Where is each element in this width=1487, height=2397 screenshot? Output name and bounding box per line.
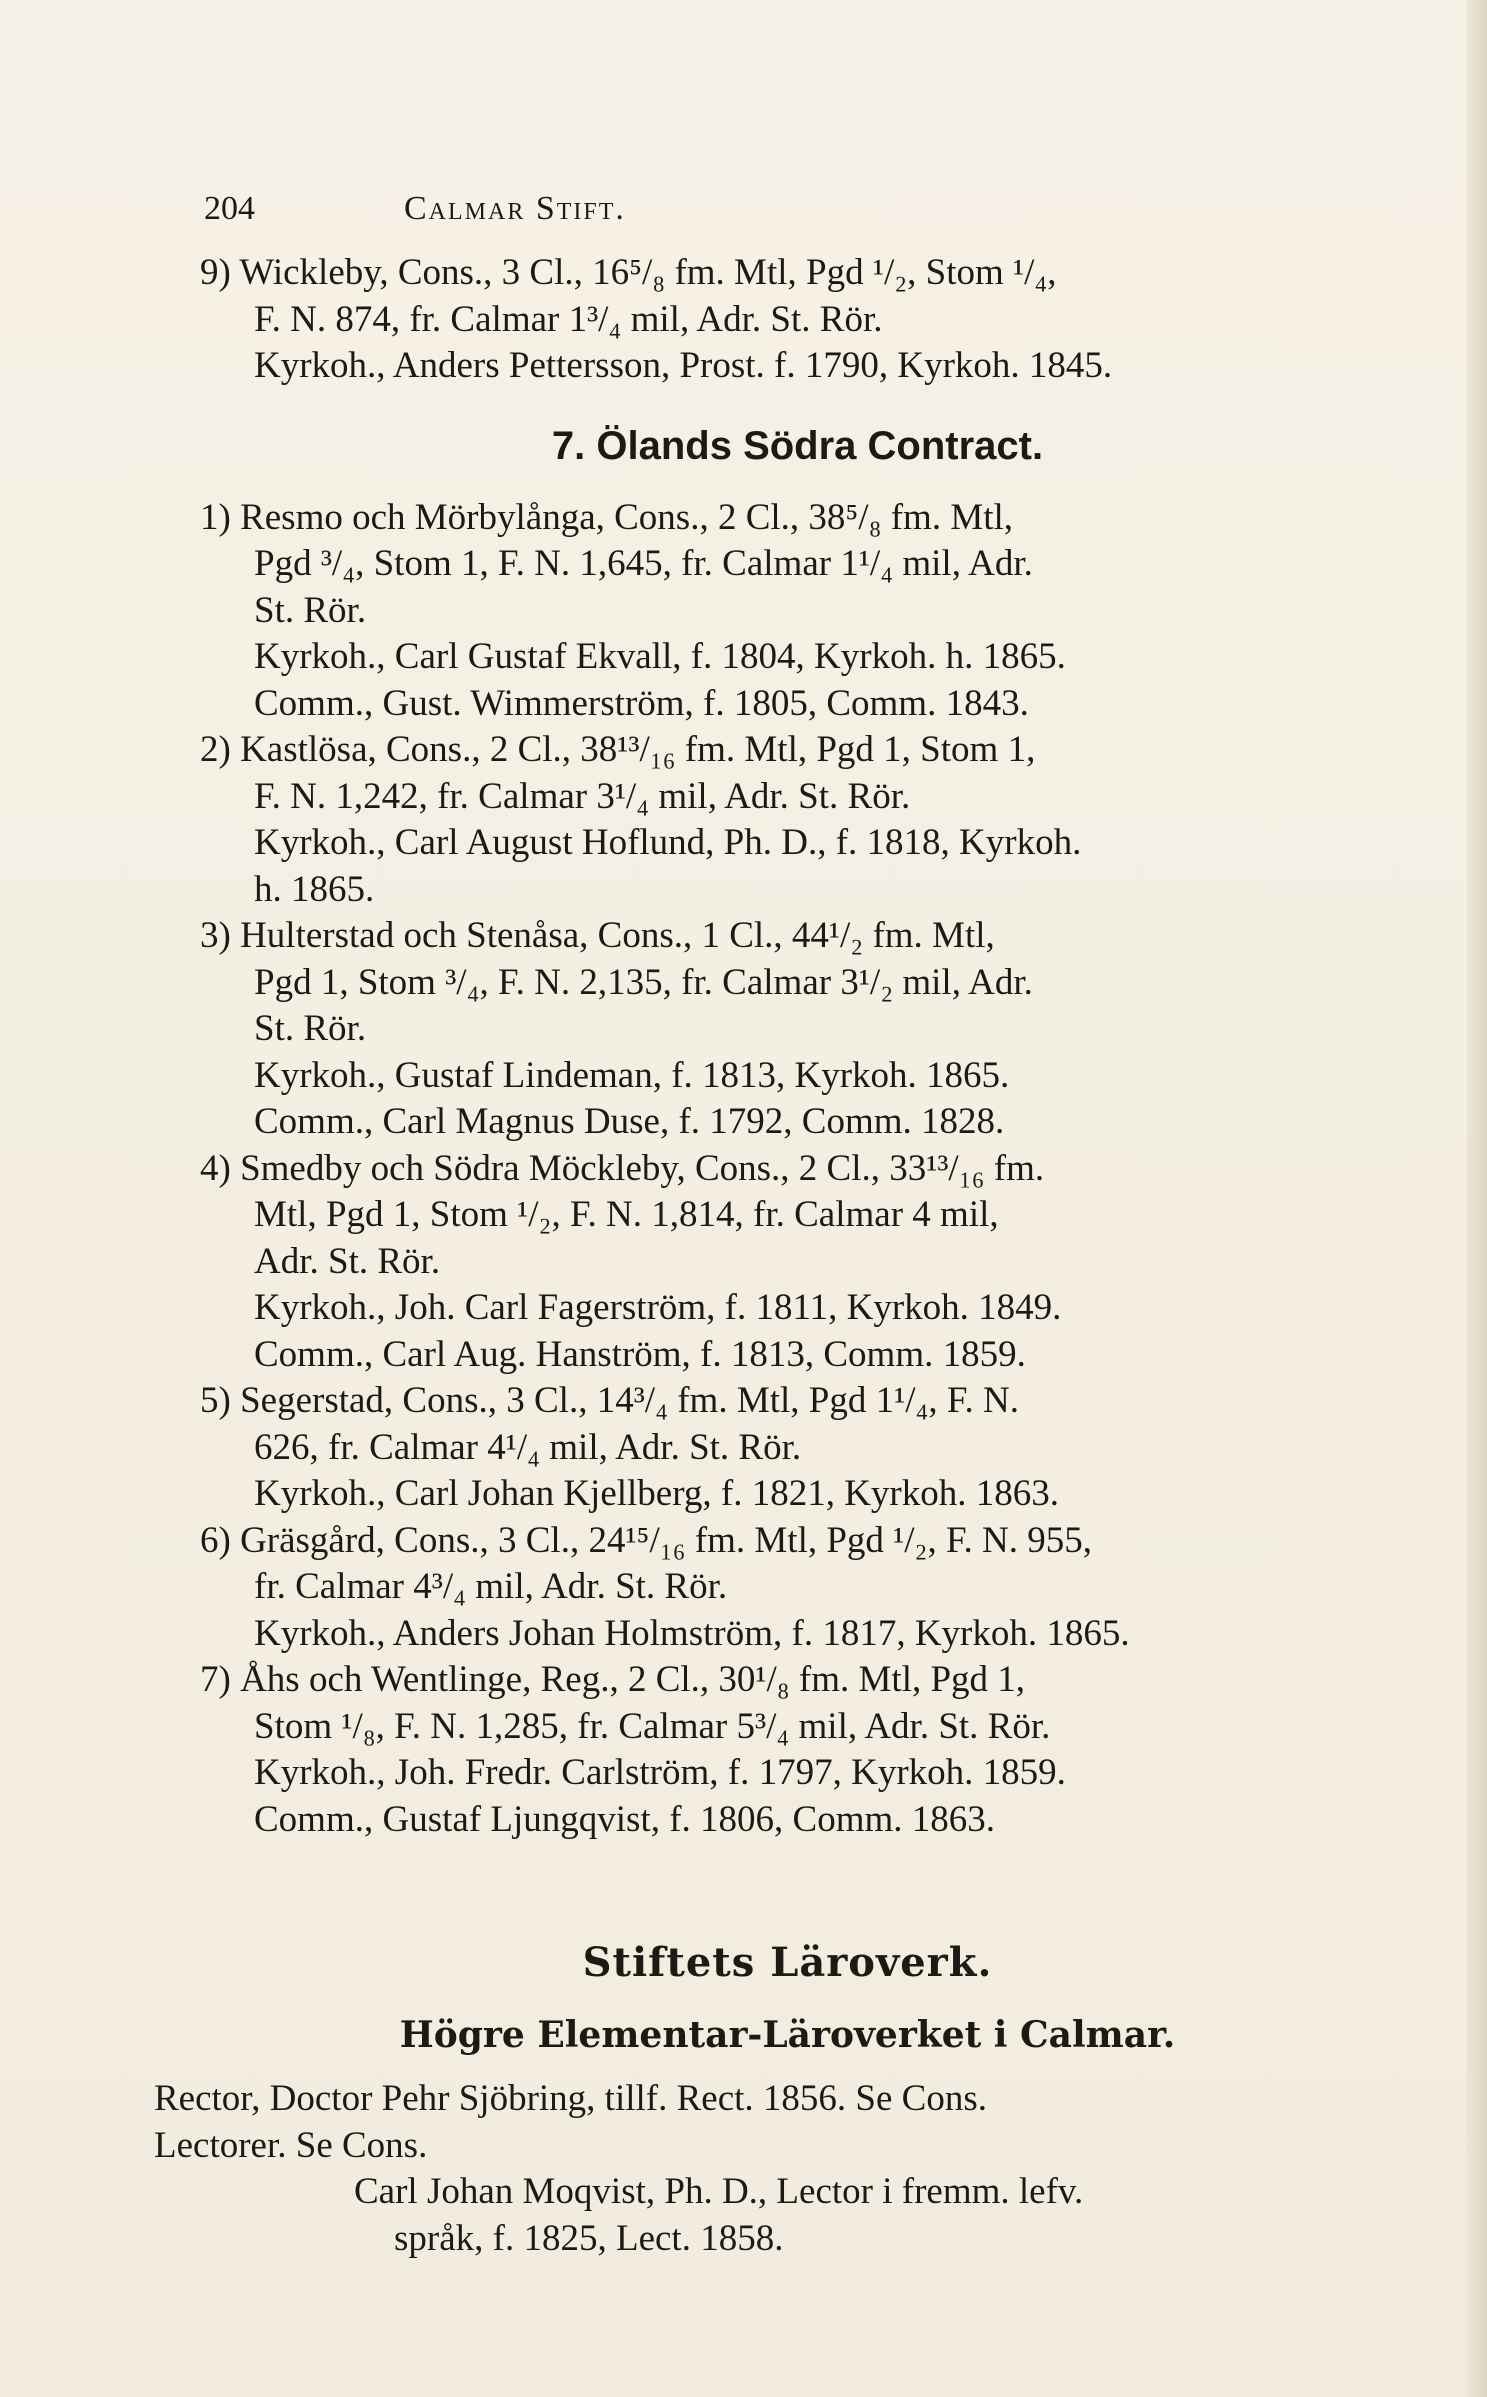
entry-line: Kyrkoh., Carl Johan Kjellberg, f. 1821, Kyrkoh. 1863. — [254, 1473, 1059, 1514]
entry-line: Stom ¹/₈, F. N. 1,285, fr. Calmar 5³/₄ mil, Adr. St. Rör. — [254, 1705, 1051, 1747]
page-content — [154, 190, 1375, 2262]
parish-entry-wickleby — [200, 250, 1375, 390]
entry-line: 4) Smedby och Södra Möckleby, Cons., 2 Cl., 33¹³/₁₆ fm. — [200, 1147, 1045, 1189]
entry-line: 6) Gräsgård, Cons., 3 Cl., 24¹⁵/₁₆ fm. Mtl, Pgd ¹/₂, F. N. 955, — [200, 1519, 1093, 1561]
entry-line: Adr. St. Rör. — [254, 1240, 441, 1282]
entry-line: 2) Kastlösa, Cons., 2 Cl., 38¹³/₁₆ fm. Mtl, Pgd 1, Stom 1, — [200, 729, 1036, 770]
entry-line: F. N. 874, fr. Calmar 1³/₄ mil, Adr. St. Rör. — [254, 298, 883, 340]
entry-line: Comm., Carl Aug. Hanström, f. 1813, Comm. 1859. — [254, 1333, 1026, 1375]
parish-entry-5 — [200, 1378, 1375, 1518]
entry-line: Comm., Gustaf Ljungqvist, f. 1806, Comm. 1863. — [254, 1798, 996, 1840]
entry-line: Comm., Gust. Wimmerström, f. 1805, Comm. 1843. — [254, 682, 1029, 724]
entry-line: 7) Åhs och Wentlinge, Reg., 2 Cl., 30¹/₈ fm. Mtl, Pgd 1, — [200, 1659, 1026, 1700]
entry-line: F. N. 1,242, fr. Calmar 3¹/₄ mil, Adr. St. Rör. — [254, 775, 911, 817]
entry-line: Kyrkoh., Carl August Hoflund, Ph. D., f. 1818, Kyrkoh. — [254, 822, 1082, 863]
entry-line: St. Rör. — [254, 1008, 367, 1049]
staff-line: språk, f. 1825, Lect. 1858. — [394, 2217, 784, 2259]
entry-line: 1) Resmo och Mörbylånga, Cons., 2 Cl., 38⁵/₈ fm. Mtl, — [200, 496, 1014, 538]
page-number: 204 — [204, 190, 255, 227]
entry-line: Kyrkoh., Anders Johan Holmström, f. 1817, Kyrkoh. 1865. — [254, 1612, 1130, 1654]
parish-entry-7 — [200, 1657, 1375, 1843]
entry-line: Kyrkoh., Gustaf Lindeman, f. 1813, Kyrkoh. 1865. — [254, 1054, 1010, 1096]
entry-line: Pgd 1, Stom ³/₄, F. N. 2,135, fr. Calmar 3¹/₂ mil, Adr. — [254, 961, 1033, 1003]
staff-line: Carl Johan Moqvist, Ph. D., Lector i fremm. lefv. — [354, 2171, 1084, 2212]
parish-entry-1 — [200, 495, 1375, 728]
parish-entry-6 — [200, 1518, 1375, 1658]
page-header — [200, 190, 1375, 250]
section-heading: 7. Ölands Södra Contract. — [551, 423, 1044, 468]
entry-line: St. Rör. — [254, 589, 367, 631]
page-edge — [1467, 0, 1487, 2397]
staff-line: Lectorer. Se Cons. — [154, 2124, 428, 2166]
entry-line: Kyrkoh., Joh. Fredr. Carlström, f. 1797, Kyrkoh. 1859. — [254, 1752, 1066, 1793]
school-staff — [154, 2076, 1375, 2262]
entry-line: 3) Hulterstad och Stenåsa, Cons., 1 Cl., 44¹/₂ fm. Mtl, — [200, 915, 995, 956]
entry-line: h. 1865. — [254, 868, 375, 910]
entry-line: fr. Calmar 4³/₄ mil, Adr. St. Rör. — [254, 1566, 728, 1607]
school-subheading: Högre Elementar-Läroverket i Calmar. — [399, 2014, 1176, 2056]
entry-line: 9) Wickleby, Cons., 3 Cl., 16⁵/₈ fm. Mtl, Pgd ¹/₂, Stom ¹/₄, — [200, 252, 1057, 293]
running-title: Calmar Stift. — [404, 190, 626, 227]
entry-line: Kyrkoh., Joh. Carl Fagerström, f. 1811, Kyrkoh. 1849. — [254, 1287, 1062, 1328]
entry-line: Pgd ³/₄, Stom 1, F. N. 1,645, fr. Calmar 1¹/₄ mil, Adr. — [254, 543, 1033, 584]
entry-line: Mtl, Pgd 1, Stom ¹/₂, F. N. 1,814, fr. Calmar 4 mil, — [254, 1194, 999, 1235]
entry-line: 5) Segerstad, Cons., 3 Cl., 14³/₄ fm. Mtl, Pgd 1¹/₄, F. N. — [200, 1380, 1019, 1421]
school-heading: Stiftets Läroverk. — [582, 1939, 993, 1986]
staff-line: Rector, Doctor Pehr Sjöbring, tillf. Rect. 1856. Se Cons. — [154, 2078, 987, 2119]
parish-entry-3 — [200, 913, 1375, 1146]
parish-entry-2 — [200, 727, 1375, 913]
entry-line: Comm., Carl Magnus Duse, f. 1792, Comm. 1828. — [254, 1101, 1005, 1142]
parish-entry-4 — [200, 1146, 1375, 1379]
entry-line: 626, fr. Calmar 4¹/₄ mil, Adr. St. Rör. — [254, 1426, 802, 1468]
entry-line: Kyrkoh., Carl Gustaf Ekvall, f. 1804, Kyrkoh. h. 1865. — [254, 636, 1066, 677]
entry-line: Kyrkoh., Anders Pettersson, Prost. f. 1790, Kyrkoh. 1845. — [254, 345, 1113, 386]
